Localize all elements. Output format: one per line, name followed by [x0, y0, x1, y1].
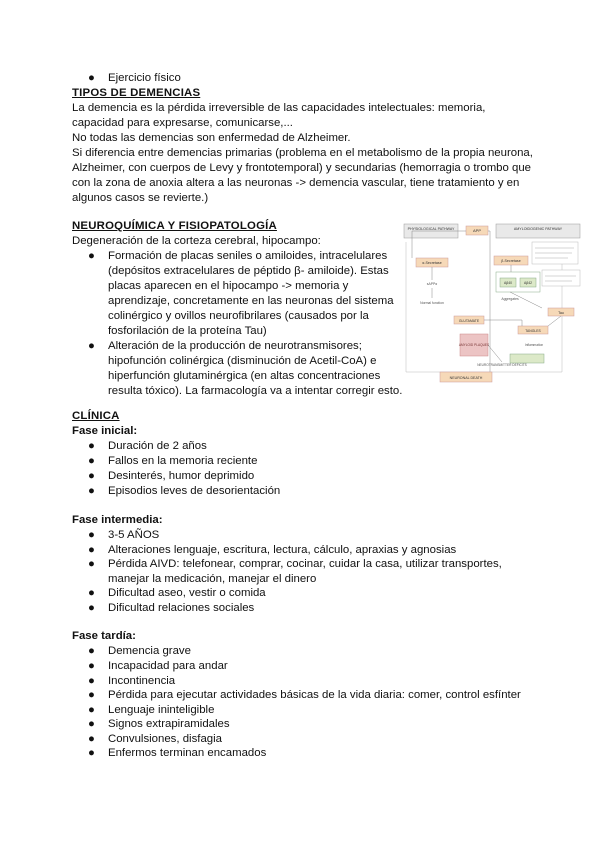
clinica-heading: CLÍNICA	[72, 410, 120, 422]
list-item: ● Demencia grave	[88, 645, 191, 657]
neuro-line: aprendizaje, concretamente en las neuronas del sistema	[108, 295, 394, 307]
neuro-bullet: ● Alteración de la producción de neurotransmisores;	[88, 340, 362, 352]
tipos-line: capacidad para expresarse, comunicarse,...	[72, 117, 293, 129]
abeta42-label: Aβ42	[524, 281, 532, 285]
neurotransmitter-label: NEUROTRANSMITTER DEFICITS	[477, 363, 527, 367]
tipos-line: Alzheimer, con cuerpos de Levy y frontotemporal) y secundarias (hemorragia o trombo que	[72, 162, 532, 174]
list-item: ● Incontinencia	[88, 675, 176, 687]
connector-line	[484, 320, 522, 326]
list-item: ● Dificultad relaciones sociales	[88, 602, 255, 614]
tau-label: Tau	[558, 311, 564, 315]
sapp-label: sAPPα	[426, 282, 438, 286]
list-item: ● 3-5 AÑOS	[88, 529, 160, 541]
fase-inicial-title: Fase inicial:	[72, 425, 138, 437]
tipos-line: Si diferencia entre demencias primarias (problema en el metabolismo de la propia neurona,	[72, 147, 533, 159]
inflammation-label: Inflammation	[524, 343, 544, 347]
note-box-2	[542, 270, 580, 286]
physiological-title: PHYSIOLOGICAL PATHWAY	[407, 227, 455, 231]
list-item: ● Duración de 2 años	[88, 440, 207, 452]
neuro-line: hipofunción colinérgica (disminución de Acetil-CoA) e	[108, 355, 377, 367]
amyloidogenic-title: AMYLOIDOGENIC PATHWAY	[513, 227, 563, 231]
list-item-continuation: manejar la medicación, manejar el dinero	[108, 573, 317, 585]
list-item: ● Lenguaje ininteligible	[88, 704, 215, 716]
list-item: ● Pérdida AIVD: telefonear, comprar, cocinar, cuidar la casa, utilizar transportes,	[88, 558, 502, 570]
neuro-line: placas aparecen en el hipocampo -> memoria y	[108, 280, 349, 292]
tipos-line: No todas las demencias son enfermedad de Alzheimer.	[72, 132, 351, 144]
neuro-line: fosforilación de la proteína Tau)	[108, 325, 267, 337]
tipos-line: La demencia es la pérdida irreversible de las capacidades intelectuales: memoria,	[72, 102, 486, 114]
neuronal-death-label: NEURONAL DEATH	[449, 376, 483, 380]
neuro-line: colinérgico y ovillos neurofibrilares (causados por la	[108, 310, 369, 322]
connector-line	[488, 231, 490, 372]
tipos-heading: TIPOS DE DEMENCIAS	[72, 87, 201, 99]
list-item: ● Incapacidad para andar	[88, 660, 228, 672]
list-item: ● Episodios leves de desorientación	[88, 485, 281, 497]
fase-tardia-title: Fase tardía:	[72, 630, 136, 642]
list-item: ● Alteraciones lenguaje, escritura, lectura, cálculo, apraxias y agnosias	[88, 544, 457, 556]
fase-intermedia-title: Fase intermedia:	[72, 514, 163, 526]
abeta40-label: Aβ40	[504, 281, 512, 285]
neuro-line: (depósitos extracelulares de péptido β- amiloide). Estas	[108, 265, 389, 277]
glutamate-label: GLUTAMATE	[458, 319, 480, 323]
connector-line	[548, 316, 561, 326]
aggregates-label: Aggregates	[501, 297, 519, 301]
alpha-secretase-label: α-Secretase	[422, 261, 442, 265]
neuro-intro: Degeneración de la corteza cerebral, hipocampo:	[72, 235, 321, 247]
neuro-line: resulta tóxico). La farmacología va a intentar corregir esto.	[108, 385, 403, 397]
alzheimer-pathway-diagram	[402, 222, 582, 384]
list-item: ● Convulsiones, disfagia	[88, 733, 222, 745]
tipos-line: con la zona de anoxia altera a las neuronas -> demencia vascular, tiene tratamiento y en	[72, 177, 520, 189]
tangles-label: TANGLES	[525, 329, 541, 333]
neuro-heading: NEUROQUÍMICA Y FISIOPATOLOGÍA	[72, 220, 277, 232]
tipos-line: algunos casos se revierte.)	[72, 192, 209, 204]
neuro-line: hiperfunción glutaminérgica (en altas concentraciones	[108, 370, 381, 382]
exercise-bullet: ● Ejercicio físico	[88, 72, 181, 84]
list-item: ● Signos extrapiramidales	[88, 718, 230, 730]
list-item: ● Enfermos terminan encamados	[88, 747, 267, 759]
neuro-deficits-box	[510, 354, 544, 363]
list-item: ● Desinterés, humor deprimido	[88, 470, 255, 482]
amyloid-plaques-label: AMYLOID PLAQUES	[458, 343, 490, 347]
normal-function-label: Normal function	[420, 301, 444, 305]
list-item: ● Pérdida para ejecutar actividades básicas de la vida diaria: comer, control esfínter	[88, 689, 521, 701]
neuro-bullet: ● Formación de placas seniles o amiloides, intracelulares	[88, 250, 388, 262]
list-item: ● Fallos en la memoria reciente	[88, 455, 258, 467]
app-label: APP	[472, 228, 482, 233]
list-item: ● Dificultad aseo, vestir o comida	[88, 587, 266, 599]
beta-secretase-label: β-Secretase	[501, 259, 521, 263]
